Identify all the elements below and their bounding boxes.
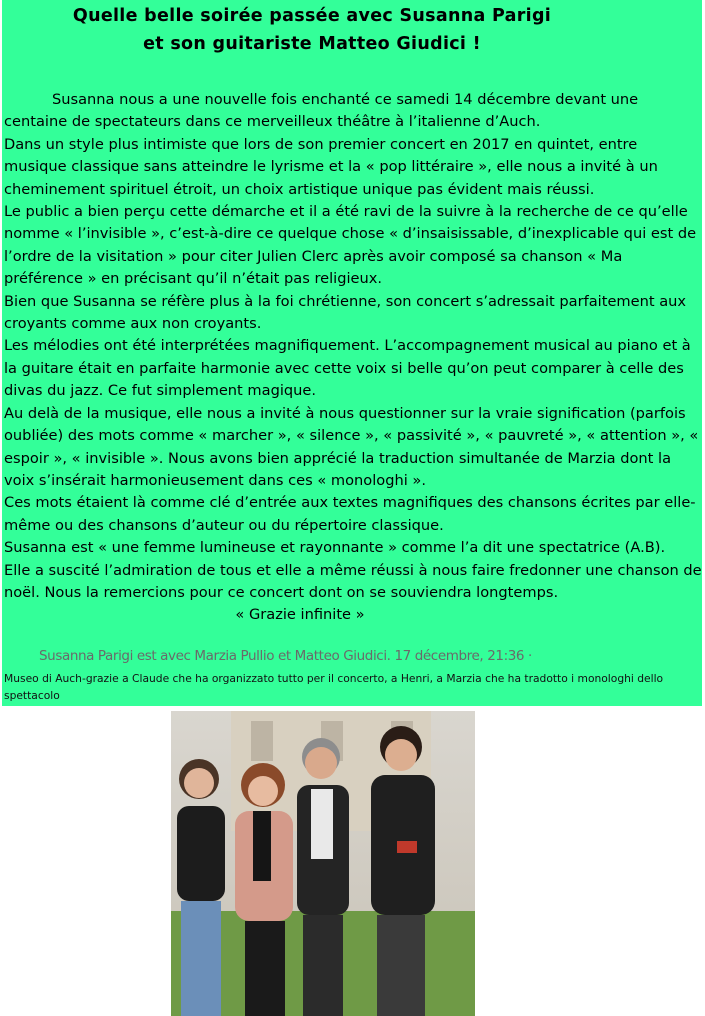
group-photo (171, 711, 475, 1016)
post-note: Museo di Auch-grazie a Claude che ha organizzato tutto per il concerto, a Henri, a Marzia che ha tradotto i monologhi dello spettacolo (4, 672, 664, 702)
article-body (4, 89, 704, 604)
paragraph: Ces mots étaient là comme clé d’entrée aux textes magnifiques des chansons écrites par elle-même ou des chansons d’auteur ou du répertoire classique. (4, 494, 696, 534)
paragraph: Les mélodies ont été interprétées magnifiquement. L’accompagnement musical au piano et à la guitare était en parfaite harmonie avec cette voix si belle qu’on peut comparer à celle des divas du jazz. Ce fut simplement magique. (4, 337, 691, 400)
paragraph: Elle a suscité l’admiration de tous et elle a même réussi à nous faire fredonner une chanson de noël. Nous la remercions pour ce concert dont on se souviendra longtemps. (4, 561, 702, 601)
paragraph: Susanna est « une femme lumineuse et rayonnante » comme l’a dit une spectatrice (A.B). (4, 539, 666, 557)
title-line-2: et son guitariste Matteo Giudici ! (143, 34, 481, 54)
paragraph: Le public a bien perçu cette démarche et il a été ravi de la suivre à la recherche de ce qu’elle nomme « l’invisible », c’est-à-dire ce quelque chose « d’insaisissable, d’inexplicable qui est de l’ordre de la visitation » pour citer Julien Clerc après avoir composé sa chanson « Ma préférence » en précisant qu’il n’était pas religieux. (4, 203, 697, 288)
title-line-1: Quelle belle soirée passée avec Susanna Parigi (72, 6, 552, 26)
paragraph: Bien que Susanna se réfère plus à la foi chrétienne, son concert s’adressait parfaitement aux croyants comme aux non croyants. (4, 292, 687, 333)
paragraph: Au delà de la musique, elle nous a invité à nous questionner sur la vraie signification (parfois oubliée) des mots comme « marcher », « silence », « passivité », « pauvreté », « attention », « espoir », « invisible ». Nous avons bien apprécié la traduction simultanée de Marzia dont la voix s’insérait harmonieusement dans ces « monologhi ». (4, 404, 699, 489)
paragraph: Susanna nous a une nouvelle fois enchanté ce samedi 14 décembre devant une centaine de spectateurs dans ce merveilleux théâtre à l’italienne d’Auch. (4, 91, 639, 131)
post-caption: Susanna Parigi est avec Marzia Pullio et Matteo Giudici. 17 décembre, 21:36 · (39, 648, 532, 664)
text-panel (2, 0, 702, 706)
paragraph: Dans un style plus intimiste que lors de son premier concert en 2017 en quintet, entre musique classique sans atteindre le lyrisme et la « pop littéraire », elle nous a invité à un cheminement spirituel étroit, un choix artistique unique pas évident mais réussi. (4, 135, 658, 198)
closing-line: « Grazie infinite » (235, 606, 365, 623)
